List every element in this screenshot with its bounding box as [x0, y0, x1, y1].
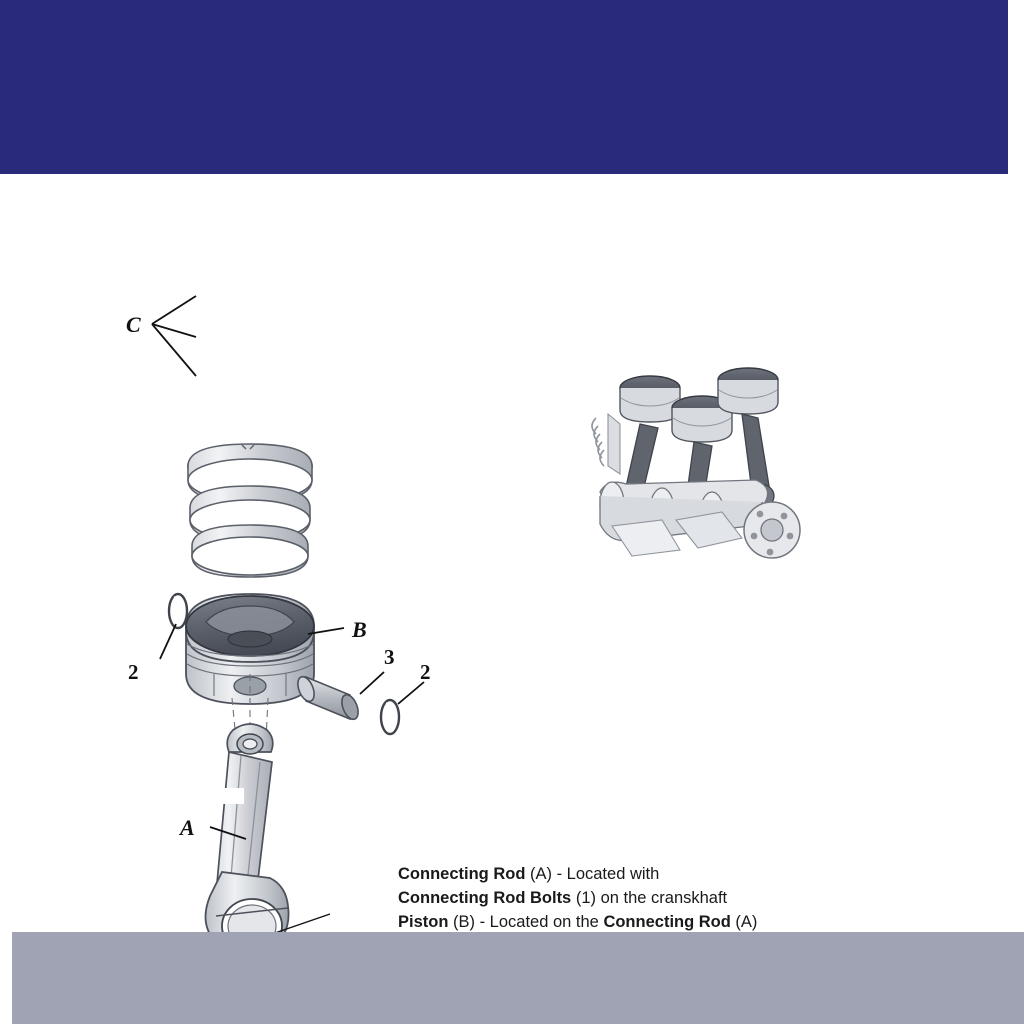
piston-rings-group [188, 444, 312, 577]
callout-label-b: B [352, 617, 367, 642]
header-band [0, 0, 1008, 174]
caption-text: (A) - Located with [525, 865, 660, 883]
connecting-rod [206, 724, 289, 956]
caption-line [398, 862, 868, 886]
footer-band [12, 932, 1024, 1024]
piston-pin [295, 674, 362, 721]
header-right-edge [1008, 0, 1024, 174]
caption-term: Connecting Rod Bolts [398, 889, 572, 907]
caption-line [398, 886, 868, 910]
caption-text: (A) [730, 913, 758, 931]
caption-term: Connecting Rod [398, 865, 526, 883]
piston-assembly-diagram [0, 174, 1024, 932]
engine-assembly-view [592, 368, 800, 558]
callout-label-3: 3 [384, 645, 395, 669]
caption-line [398, 910, 868, 934]
diagram-artwork [0, 174, 1024, 932]
locking-ring-right [381, 700, 399, 734]
callout-label-c: C [126, 312, 141, 337]
callout-label-a: A [180, 815, 195, 840]
callout-label-2-left: 2 [128, 660, 139, 684]
caption-text: (B) - Located on the [448, 913, 604, 931]
locking-ring-left [169, 594, 187, 628]
callout-c-leaders [152, 296, 196, 376]
caption-term: Piston [398, 913, 449, 931]
callout-label-2-right: 2 [420, 660, 431, 684]
caption-text: (1) on the cranskhaft [571, 889, 728, 907]
caption-term: Connecting Rod [603, 913, 731, 931]
